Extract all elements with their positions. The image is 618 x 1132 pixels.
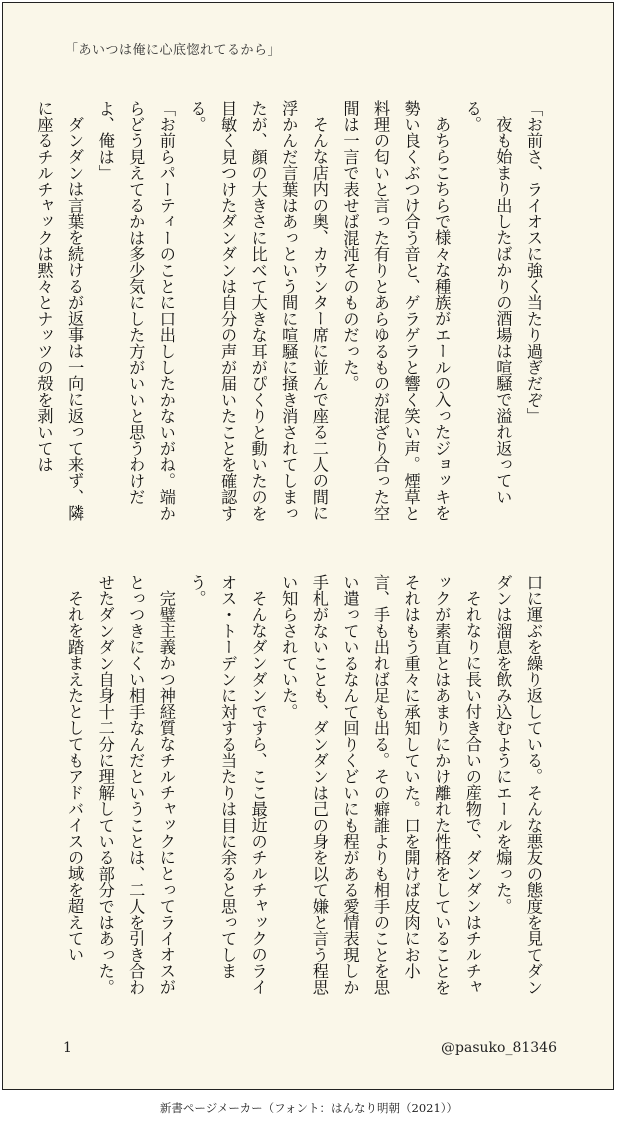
generator-credit: 新書ページメーカー（フォント：はんなり明朝（2021）） [159,1101,459,1115]
paragraph: 「お前らパーティーのことに口出ししたかないがね。端からどう見えてるかは多少気にした方がいいと思うわけだよ、俺は」 [95,100,176,522]
paragraph: 口に運ぶを繰り返している。そんな悪友の態度を見てダンダンは溜息を飲み込むようにエールを煽った。 [493,574,543,996]
paragraph: あちらこちらで様々な種族がエールの入ったジョッキを勢い良くぶつけ合う音と、ゲラゲラと響く笑い声。煙草と料理の匂いと言った有りとあらゆるものが混ざり合った空間は一言で表せば混沌そのものだった。 [340,100,452,522]
paragraph: そんなダンダンですら、ここ最近のチルチャックのライオス・トーデンに対する当たりは目に余ると思ってしまう。 [187,574,268,996]
paragraph: そんな店内の奥、カウンター席に並んで座る二人の間に浮かんだ言葉はあっという間に喧騒に掻き消されてしまったが、顔の大きさに比べて大きな耳がぴくりと動いたのを目敏く見つけたダンダンは自分の声が届いたことを確認する。 [187,100,329,522]
paragraph: 完璧主義かつ神経質なチルチャックにとってライオスがとっつきにくい相手なんだということは、二人を引き合わせたダンダン自身十二分に理解している部分ではあった。 [95,574,176,996]
page [2,2,614,1090]
text-block-top [34,100,548,528]
author-handle: @pasuko_81346 [441,1040,557,1056]
paragraph: ダンダンは言葉を続けるが返事は一向に返って来ず、隣に座るチルチャックは黙々とナッツの殻を剥いては [34,100,85,522]
text-block-bottom [58,574,548,1002]
paragraph: 夜も始まり出したばかりの酒場は喧騒で溢れ返っている。 [462,100,513,505]
paragraph: それを踏まえたとしてもアドバイスの域を超えてい [65,590,85,963]
page-number: 1 [63,1040,72,1056]
running-header: 「あいつは俺に心底惚れてるから」 [65,43,282,58]
paragraph: それなりに長い付き合いの産物で、ダンダンはチルチャックが素直とはあまりにかけ離れた性格をしていることをそれはもう重々に承知していた。口を開けば皮肉にお小言、手も出れば足も出る。その癖誰よりも相手のことを思い遣っているなんて回りくどいにも程がある愛情表現しか手札がないことも、ダンダンは己の身を以て嫌と言う程思い知らされていた。 [279,574,482,996]
paragraph: 「お前さ、ライオスに強く当たり過ぎだぞ」 [524,100,543,424]
